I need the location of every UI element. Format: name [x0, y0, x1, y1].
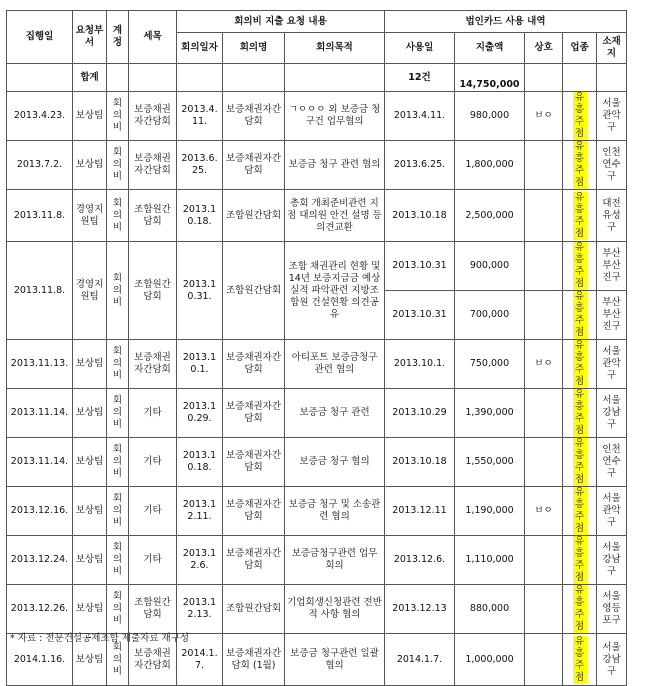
business-cell: [563, 340, 597, 389]
amount-cell: 1,550,000: [455, 438, 525, 487]
meeting-purpose-cell: 보증금 청구 관련: [285, 389, 385, 438]
business-highlight: 유흥주점: [573, 585, 587, 633]
location-cell: 대전유성구: [597, 190, 627, 242]
business-highlight: 유흥주점: [573, 389, 587, 437]
account-cell: 회의비: [107, 487, 129, 536]
location-cell: 서울관악구: [597, 487, 627, 536]
account-cell: 회의비: [107, 585, 129, 634]
business-highlight: 유흥주점: [573, 636, 587, 684]
meeting-date-cell: 2013.12.6.: [177, 536, 223, 585]
account-cell: 회의비: [107, 141, 129, 190]
meeting-purpose-cell: 총회 개최준비관련 지점 대의원 안건 설명 등 의견교환: [285, 190, 385, 242]
location-cell: 인천연수구: [597, 141, 627, 190]
meeting-purpose-cell: 보증금 청구 협의: [285, 438, 385, 487]
table-row: [7, 585, 627, 634]
merchant-cell: [525, 242, 563, 291]
header-merchant: 상호: [525, 33, 563, 64]
merchant-cell: [525, 190, 563, 242]
dept-cell: 보상팀: [73, 389, 107, 438]
merchant-cell: ㅂㅇ: [525, 487, 563, 536]
header-meeting-purpose: 회의목적: [285, 33, 385, 64]
header-meeting-name: 회의명: [223, 33, 285, 64]
business-highlight: 유흥주점: [573, 192, 587, 240]
table-row: [7, 141, 627, 190]
meeting-purpose-cell: 보증금 청구 및 소송관련 협의: [285, 487, 385, 536]
header-location: 소재지: [597, 33, 627, 64]
dept-cell: 경영지원팀: [73, 190, 107, 242]
merchant-cell: [525, 438, 563, 487]
business-highlight: 유흥주점: [573, 92, 587, 140]
dept-cell: 보상팀: [73, 487, 107, 536]
meeting-purpose-cell: 보증금 청구 관련 협의: [285, 141, 385, 190]
header-account: 계정: [107, 11, 129, 64]
meeting-date-cell: 2013.12.11.: [177, 487, 223, 536]
dept-cell: 보상팀: [73, 340, 107, 389]
business-cell: [563, 291, 597, 340]
meeting-name-cell: 조합원간담회: [223, 242, 285, 340]
meeting-purpose-cell: 아티포트 보증금청구 관련 협의: [285, 340, 385, 389]
amount-cell: 1,390,000: [455, 389, 525, 438]
business-cell: [563, 487, 597, 536]
meeting-name-cell: 보증채권자간담회: [223, 487, 285, 536]
amount-cell: 750,000: [455, 340, 525, 389]
header-item: 세목: [129, 11, 177, 64]
meeting-name-cell: 보증채권자간담회: [223, 536, 285, 585]
business-highlight: 유흥주점: [573, 487, 587, 535]
meeting-purpose-cell: 보증금 청구관련 일괄 협의: [285, 634, 385, 686]
item-cell: 기타: [129, 438, 177, 487]
location-cell: 인천연수구: [597, 438, 627, 487]
meeting-date-cell: 2013.6.25.: [177, 141, 223, 190]
meeting-date-cell: 2013.4.11.: [177, 92, 223, 141]
dept-cell: 보상팀: [73, 141, 107, 190]
business-cell: [563, 585, 597, 634]
business-highlight: 유흥주점: [573, 291, 587, 339]
exec-date-cell: 2013.4.23.: [7, 92, 73, 141]
meeting-purpose-cell: 보증금청구관련 업무 회의: [285, 536, 385, 585]
meeting-date-cell: 2014.1.7.: [177, 634, 223, 686]
meeting-name-cell: 보증채권자간담회: [223, 92, 285, 141]
amount-cell: 1,110,000: [455, 536, 525, 585]
merchant-cell: ㅂㅇ: [525, 92, 563, 141]
exec-date-cell: 2013.11.14.: [7, 389, 73, 438]
use-date-cell: 2013.12.11: [385, 487, 455, 536]
exec-date-cell: 2013.12.26.: [7, 585, 73, 634]
use-date-cell: 2013.10.29: [385, 389, 455, 438]
total-row: [7, 64, 627, 92]
total-count: 12건: [385, 64, 455, 92]
account-cell: 회의비: [107, 242, 129, 340]
dept-cell: 보상팀: [73, 438, 107, 487]
table-row: [7, 389, 627, 438]
item-cell: 기타: [129, 389, 177, 438]
merchant-cell: ㅂㅇ: [525, 340, 563, 389]
table-row: [7, 242, 627, 291]
exec-date-cell: 2013.11.14.: [7, 438, 73, 487]
amount-cell: 1,800,000: [455, 141, 525, 190]
account-cell: 회의비: [107, 190, 129, 242]
exec-date-cell: 2013.11.13.: [7, 340, 73, 389]
amount-cell: 980,000: [455, 92, 525, 141]
account-cell: 회의비: [107, 389, 129, 438]
header-amount: 지출액: [455, 33, 525, 64]
header-meeting-date: 회의일자: [177, 33, 223, 64]
use-date-cell: 2013.12.13: [385, 585, 455, 634]
use-date-cell: 2013.10.31: [385, 242, 455, 291]
table-row: [7, 438, 627, 487]
amount-cell: 880,000: [455, 585, 525, 634]
business-cell: [563, 389, 597, 438]
amount-cell: 1,190,000: [455, 487, 525, 536]
meeting-purpose-cell: 기업회생신청관련 전반적 사항 협의: [285, 585, 385, 634]
item-cell: 조합원간담회: [129, 190, 177, 242]
merchant-cell: [525, 634, 563, 686]
business-cell: [563, 141, 597, 190]
header-meeting-group: 회의비 지출 요청 내용: [177, 11, 385, 33]
item-cell: 보증채권자간담회: [129, 340, 177, 389]
header-business: 업종: [563, 33, 597, 64]
table-row: [7, 340, 627, 389]
item-cell: 조합원간담회: [129, 242, 177, 340]
use-date-cell: 2013.10.1.: [385, 340, 455, 389]
use-date-cell: 2013.10.18: [385, 190, 455, 242]
meeting-purpose-cell: ㄱㅇㅇㅇ 외 보증금 청구건 업무협의: [285, 92, 385, 141]
meeting-name-cell: 조합원간담회: [223, 585, 285, 634]
location-cell: 서울관악구: [597, 92, 627, 141]
business-cell: [563, 634, 597, 686]
amount-cell: 700,000: [455, 291, 525, 340]
account-cell: 회의비: [107, 536, 129, 585]
meeting-date-cell: 2013.10.31.: [177, 242, 223, 340]
merchant-cell: [525, 536, 563, 585]
account-cell: 회의비: [107, 340, 129, 389]
business-highlight: 유흥주점: [573, 242, 587, 290]
exec-date-cell: 2013.12.24.: [7, 536, 73, 585]
item-cell: 기타: [129, 487, 177, 536]
account-cell: 회의비: [107, 438, 129, 487]
item-cell: 보증채권자간담회: [129, 634, 177, 686]
use-date-cell: 2013.12.6.: [385, 536, 455, 585]
business-cell: [563, 92, 597, 141]
total-amount: 14,750,000: [455, 64, 525, 92]
meeting-name-cell: 조합원간담회: [223, 190, 285, 242]
use-date-cell: 2013.10.31: [385, 291, 455, 340]
header-exec-date: 집행일: [7, 11, 73, 64]
exec-date-cell: 2013.12.16.: [7, 487, 73, 536]
business-cell: [563, 536, 597, 585]
header-dept: 요청부서: [73, 11, 107, 64]
location-cell: 부산부산진구: [597, 242, 627, 291]
dept-cell: 경영지원팀: [73, 242, 107, 340]
location-cell: 부산부산진구: [597, 291, 627, 340]
meeting-date-cell: 2013.10.1.: [177, 340, 223, 389]
source-note: * 자료 : 전문건설공제조합 제출자료 재구성: [10, 633, 190, 644]
account-cell: 회의비: [107, 634, 129, 686]
header-use-date: 사용일: [385, 33, 455, 64]
table-row: [7, 536, 627, 585]
meeting-name-cell: 보증채권자간담회: [223, 438, 285, 487]
item-cell: 기타: [129, 536, 177, 585]
business-highlight: 유흥주점: [573, 536, 587, 584]
table-row: [7, 92, 627, 141]
amount-cell: 2,500,000: [455, 190, 525, 242]
business-highlight: 유흥주점: [573, 438, 587, 486]
merchant-cell: [525, 141, 563, 190]
dept-cell: 보상팀: [73, 634, 107, 686]
location-cell: 서울관악구: [597, 340, 627, 389]
account-cell: 회의비: [107, 92, 129, 141]
merchant-cell: [525, 585, 563, 634]
business-cell: [563, 242, 597, 291]
use-date-cell: 2014.1.7.: [385, 634, 455, 686]
dept-cell: 보상팀: [73, 536, 107, 585]
dept-cell: 보상팀: [73, 92, 107, 141]
expense-table: [6, 10, 627, 686]
meeting-date-cell: 2013.10.18.: [177, 190, 223, 242]
location-cell: 서울영등포구: [597, 585, 627, 634]
item-cell: 보증채권자간담회: [129, 141, 177, 190]
use-date-cell: 2013.6.25.: [385, 141, 455, 190]
merchant-cell: [525, 389, 563, 438]
item-cell: 보증채권자간담회: [129, 92, 177, 141]
business-cell: [563, 438, 597, 487]
location-cell: 서울강남구: [597, 634, 627, 686]
business-highlight: 유흥주점: [573, 340, 587, 388]
business-cell: [563, 190, 597, 242]
dept-cell: 보상팀: [73, 585, 107, 634]
business-highlight: 유흥주점: [573, 141, 587, 189]
location-cell: 서울강남구: [597, 389, 627, 438]
merchant-cell: [525, 291, 563, 340]
amount-cell: 1,000,000: [455, 634, 525, 686]
exec-date-cell: 2013.11.8.: [7, 190, 73, 242]
meeting-name-cell: 보증채권자간담회: [223, 141, 285, 190]
meeting-name-cell: 보증채권자간담회: [223, 340, 285, 389]
total-label: 합계: [73, 64, 107, 92]
meeting-purpose-cell: 조합 채권관리 현황 및 14년 보증지급금 예상 실적 파악관련 지방조합원 건설현황 의견공유: [285, 242, 385, 340]
meeting-name-cell: 보증채권자간담회 (1월): [223, 634, 285, 686]
table-row: [7, 487, 627, 536]
amount-cell: 900,000: [455, 242, 525, 291]
exec-date-cell: 2013.7.2.: [7, 141, 73, 190]
item-cell: 조합원간담회: [129, 585, 177, 634]
meeting-date-cell: 2013.10.18.: [177, 438, 223, 487]
meeting-date-cell: 2013.12.13.: [177, 585, 223, 634]
use-date-cell: 2013.10.18: [385, 438, 455, 487]
table-row: [7, 190, 627, 242]
location-cell: 서울강남구: [597, 536, 627, 585]
meeting-date-cell: 2013.10.29.: [177, 389, 223, 438]
header-card-group: 법인카드 사용 내역: [385, 11, 627, 33]
meeting-name-cell: 보증채권자간담회: [223, 389, 285, 438]
exec-date-cell: 2014.1.16.: [7, 634, 73, 686]
exec-date-cell: 2013.11.8.: [7, 242, 73, 340]
use-date-cell: 2013.4.11.: [385, 92, 455, 141]
